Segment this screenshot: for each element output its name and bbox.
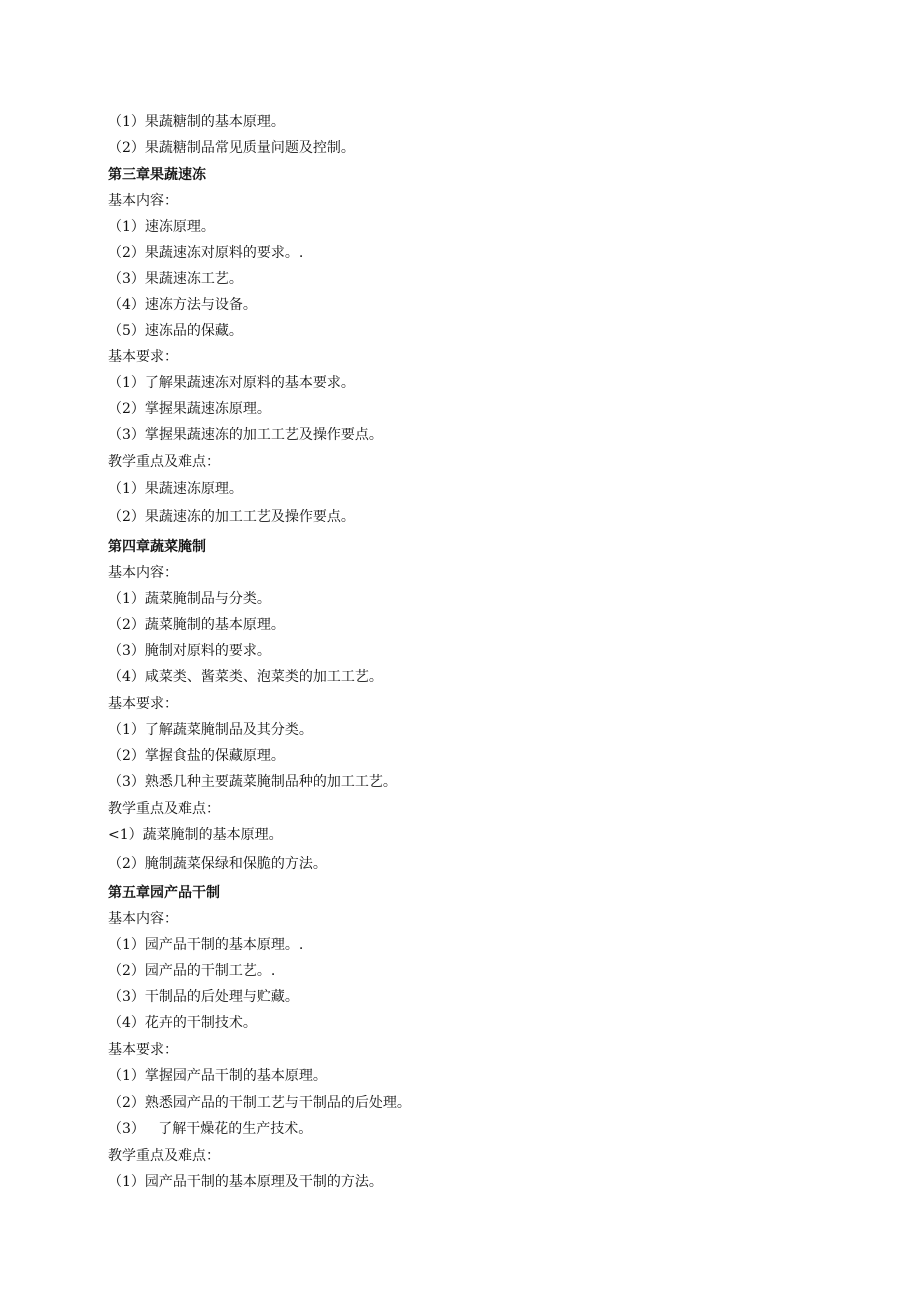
chapter-heading: 第三章果蔬速冻	[108, 167, 206, 183]
list-item: （1）园产品干制的基本原理及干制的方法。	[108, 1174, 383, 1190]
list-item: （2）熟悉园产品的干制工艺与干制品的后处理。	[108, 1095, 411, 1111]
list-item: （1）了解蔬菜腌制品及其分类。	[108, 722, 313, 738]
list-item: （1）掌握园产品干制的基本原理。	[108, 1068, 327, 1084]
section-label: 教学重点及难点：	[108, 801, 220, 817]
section-label: 基本内容：	[108, 911, 178, 927]
list-item: （2）园产品的干制工艺。.	[108, 963, 276, 979]
section-label: 教学重点及难点：	[108, 454, 220, 470]
list-item: （4）咸菜类、酱菜类、泡菜类的加工工艺。	[108, 669, 383, 685]
list-item: （1）园产品干制的基本原理。.	[108, 937, 304, 953]
list-item: （1）果蔬速冻原理。	[108, 481, 243, 497]
section-label: 基本内容：	[108, 565, 178, 581]
chapter-heading: 第四章蔬菜腌制	[108, 539, 206, 555]
list-item: （3）掌握果蔬速冻的加工工艺及操作要点。	[108, 427, 383, 443]
list-item: （2）果蔬糖制品常见质量问题及控制。	[108, 140, 355, 156]
list-item: （1）蔬菜腌制品与分类。	[108, 591, 271, 607]
list-item: （3）腌制对原料的要求。	[108, 643, 271, 659]
list-item: （1）了解果蔬速冻对原料的基本要求。	[108, 375, 355, 391]
list-item: （2）腌制蔬菜保绿和保脆的方法。	[108, 856, 327, 872]
list-item: （2）蔬菜腌制的基本原理。	[108, 617, 285, 633]
section-label: 基本要求：	[108, 1042, 178, 1058]
list-item: （3）熟悉几种主要蔬菜腌制品种的加工工艺。	[108, 774, 397, 790]
list-item: （3） 了解干燥花的生产技术。	[108, 1121, 313, 1137]
list-item: （4）花卉的干制技术。	[108, 1015, 257, 1031]
list-item: <1）蔬菜腌制的基本原理。	[108, 827, 283, 843]
list-item: （2）果蔬速冻的加工工艺及操作要点。	[108, 509, 355, 525]
list-item: （4）速冻方法与设备。	[108, 297, 257, 313]
list-item: （2）果蔬速冻对原料的要求。.	[108, 245, 304, 261]
section-label: 教学重点及难点：	[108, 1148, 220, 1164]
list-item: （3）干制品的后处理与贮藏。	[108, 989, 299, 1005]
list-item: （5）速冻品的保藏。	[108, 323, 243, 339]
section-label: 基本要求：	[108, 349, 178, 365]
list-item: （2）掌握食盐的保藏原理。	[108, 748, 285, 764]
section-label: 基本内容：	[108, 193, 178, 209]
chapter-heading: 第五章园产品干制	[108, 885, 220, 901]
list-item: （1）速冻原理。	[108, 219, 215, 235]
list-item: （1）果蔬糖制的基本原理。	[108, 114, 285, 130]
list-item: （3）果蔬速冻工艺。	[108, 271, 243, 287]
list-item: （2）掌握果蔬速冻原理。	[108, 401, 271, 417]
section-label: 基本要求：	[108, 696, 178, 712]
